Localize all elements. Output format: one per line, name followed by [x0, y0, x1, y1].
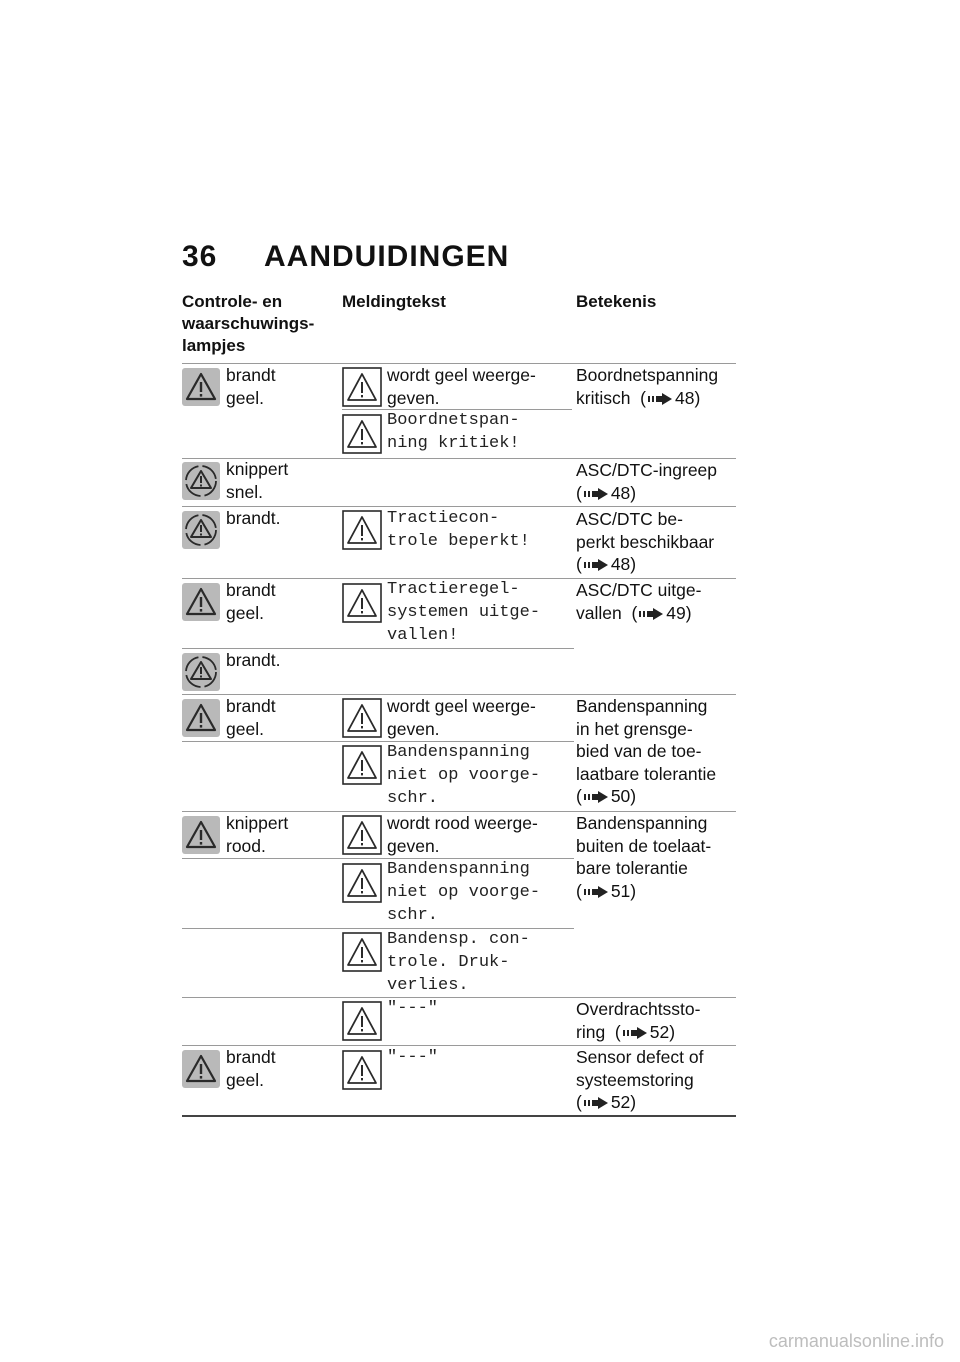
text-line: Tractiecon- [387, 509, 500, 528]
text-line: niet op voorge- [387, 766, 541, 785]
lamp-state [226, 507, 280, 530]
text-line: bied van de toe- [576, 741, 702, 761]
text-line: geel. [226, 387, 264, 408]
text-line: brandt. [226, 650, 281, 670]
meaning-text [576, 459, 717, 504]
warning-lamp-icon [182, 1050, 220, 1088]
text-line: Bandensp. con- [387, 930, 530, 949]
text-line: brandt [226, 365, 276, 385]
message-text [387, 741, 540, 810]
lamp-state [226, 649, 280, 672]
message-text [387, 812, 538, 857]
lamp-state [226, 579, 276, 624]
lamp-state [226, 1046, 276, 1091]
text-line: laatbare tolerantie [576, 763, 717, 784]
warning-lamp-icon [182, 699, 220, 737]
text-line: Boordnetspan- [387, 411, 520, 430]
page-reference: ( 51) [576, 880, 637, 901]
page-reference-arrow-icon [584, 1097, 608, 1109]
warning-triangle-icon [342, 1050, 382, 1090]
text-line: Bandenspanning [387, 860, 530, 879]
text-line: ASC/DTC-ingreep [576, 460, 718, 480]
page-reference-arrow-icon [584, 886, 608, 898]
text-line: knippert [226, 813, 289, 833]
warning-triangle-icon [342, 414, 382, 454]
text-line: schr. [387, 906, 439, 925]
lamp-state [226, 695, 276, 740]
message-text [387, 364, 536, 409]
text-line: vallen! [387, 626, 459, 645]
page-reference-arrow-icon [584, 559, 608, 571]
warning-triangle-icon [342, 863, 382, 903]
text-line: brandt. [226, 508, 281, 528]
warning-triangle-icon [342, 932, 382, 972]
message-text [387, 858, 540, 927]
page-reference: kritisch ( 48) [576, 387, 701, 408]
text-line: ning kritiek! [387, 434, 520, 453]
page-reference-arrow-icon [623, 1027, 647, 1039]
page-ref-number: 49) [666, 602, 692, 623]
warning-triangle-icon [342, 583, 382, 623]
text-line: brandt [226, 696, 276, 716]
text-line: niet op voorge- [387, 883, 541, 902]
meaning-text [576, 364, 718, 409]
message-text: "---" [387, 1048, 439, 1067]
page-ref-number: 48) [610, 554, 637, 574]
text-line: verlies. [387, 976, 469, 995]
page-ref-number: 48) [610, 482, 637, 503]
page-reference-arrow-icon [648, 393, 672, 405]
text-line: systemen uitge- [387, 603, 541, 622]
text-line: bare tolerantie [576, 858, 688, 878]
page-ref-number: 51) [610, 880, 637, 901]
page-reference: ring ( 52) [576, 1021, 676, 1042]
lamp-state [226, 458, 288, 503]
message-text [387, 409, 520, 455]
text-line: geel. [226, 718, 264, 739]
page-number: 36 [182, 240, 218, 273]
watermark: carmanualsonline.info [768, 1331, 944, 1351]
text-line: geel. [226, 1069, 264, 1090]
traction-control-lamp-icon [182, 653, 220, 691]
message-text: "---" [387, 999, 439, 1018]
page-heading [182, 240, 509, 274]
page-title: AANDUIDINGEN [264, 240, 510, 273]
text-line: Sensor defect of [576, 1047, 704, 1067]
text-line: geven. [387, 718, 440, 739]
header-line: Controle- en [182, 292, 283, 311]
text-line: brandt [226, 1047, 276, 1067]
text-line: systeemstoring [576, 1069, 694, 1090]
text-line: brandt [226, 580, 276, 600]
text-line: Bandenspanning [387, 743, 530, 762]
text-line: wordt geel weerge- [387, 365, 536, 385]
page-ref-number: 48) [675, 387, 701, 408]
text-line: schr. [387, 789, 439, 808]
warning-triangle-icon [342, 1001, 382, 1041]
text-line: kritisch [576, 387, 631, 408]
column-header-meaning: Betekenis [576, 292, 657, 311]
warning-triangle-icon [342, 745, 382, 785]
column-header-lamps [182, 291, 314, 357]
warning-triangle-icon [342, 367, 382, 407]
warning-lamp-icon [182, 583, 220, 621]
page-reference: vallen ( 49) [576, 602, 692, 623]
table-bottom-rule [182, 1115, 736, 1117]
meaning-text [576, 998, 700, 1043]
text-line: geven. [387, 387, 440, 408]
message-text [387, 578, 540, 647]
traction-control-lamp-icon [182, 462, 220, 500]
text-line: buiten de toelaat- [576, 835, 712, 856]
page-ref-number: 52) [610, 1092, 637, 1112]
text-line: geven. [387, 835, 440, 856]
text-line: Tractieregel- [387, 580, 520, 599]
page-reference-arrow-icon [584, 488, 608, 500]
meaning-text [576, 508, 714, 576]
text-line: vallen [576, 602, 622, 623]
page-reference: ( 48) [576, 482, 637, 503]
warning-triangle-icon [342, 698, 382, 738]
text-line: geel. [226, 602, 264, 623]
text-line: knippert [226, 459, 289, 479]
text-line: trole beperkt! [387, 532, 530, 551]
header-line: waarschuwings- [182, 314, 315, 333]
page-ref-number: 50) [610, 786, 637, 806]
warning-triangle-icon [342, 510, 382, 550]
text-line: ASC/DTC be- [576, 509, 683, 529]
text-line: ASC/DTC uitge- [576, 580, 702, 600]
page-reference-arrow-icon [639, 608, 663, 620]
text-line: wordt rood weerge- [387, 813, 538, 833]
text-line: ring [576, 1021, 606, 1042]
text-line: perkt beschikbaar [576, 531, 715, 552]
page-ref-number: 52) [649, 1021, 676, 1042]
message-text [387, 695, 536, 740]
meaning-text [576, 812, 711, 902]
lamp-state [226, 364, 276, 409]
text-line: Overdrachtssto- [576, 999, 701, 1019]
text-line: Bandenspanning [576, 696, 708, 716]
page-reference: ( 52) [576, 1092, 637, 1112]
page-reference-arrow-icon [584, 791, 608, 803]
text-line: trole. Druk- [387, 953, 510, 972]
traction-control-lamp-icon [182, 511, 220, 549]
header-line: lampjes [182, 336, 246, 355]
page-reference: ( 50) [576, 786, 637, 806]
page-reference: ( 48) [576, 554, 637, 574]
text-line: Bandenspanning [576, 813, 708, 833]
text-line: snel. [226, 481, 263, 502]
column-header-message: Meldingtekst [342, 292, 446, 311]
text-line: wordt geel weerge- [387, 696, 536, 716]
meaning-text [576, 579, 701, 624]
text-line: rood. [226, 835, 266, 856]
text-line: Boordnetspanning [576, 365, 719, 385]
message-text [387, 507, 530, 553]
message-text [387, 928, 530, 997]
text-line: in het grensge- [576, 718, 693, 739]
warning-lamp-icon [182, 368, 220, 406]
meaning-text [576, 695, 716, 808]
lamp-state [226, 812, 288, 857]
warning-lamp-icon [182, 816, 220, 854]
meaning-text [576, 1046, 703, 1114]
warning-triangle-icon [342, 815, 382, 855]
